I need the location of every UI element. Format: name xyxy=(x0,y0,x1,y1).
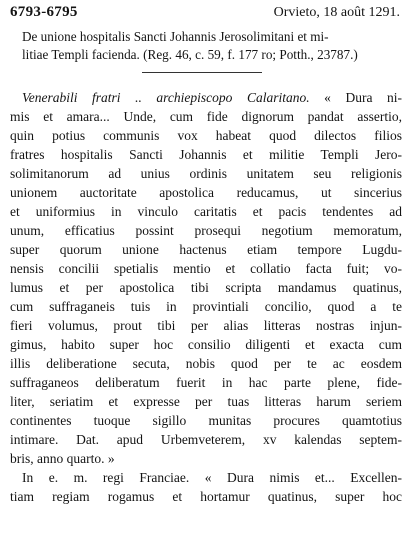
place-date: Orvieto, 18 août 1291. xyxy=(273,5,400,20)
body-line: illis deliberatione secuta, nobis quod per te ac eosdem xyxy=(10,356,402,371)
body-line: continentes tuoque sigillo munitas procures quamtotius xyxy=(10,413,402,428)
document-number: 6793-6795 xyxy=(10,4,78,20)
body-line: cum suffraganeis tuis in provintiali concilio, quod a te xyxy=(10,299,402,314)
body-line: et uniformius in vinculo caritatis et pacis tendentes ad xyxy=(10,204,402,219)
body-line: intimare. Dat. apud Urbemveterem, xv kalendas septem- xyxy=(10,432,402,447)
body-line: liter, seriatim et expresse per tuas litteras harum seriem xyxy=(10,394,402,409)
body-line: solimitanorum ad unius ordinis unitatem seu religionis xyxy=(10,166,402,181)
body-text: « Dura ni- xyxy=(309,90,402,105)
body-line: fratres hospitalis Sancti Johannis et militie Templi Jero- xyxy=(10,147,402,162)
summary-line: De unione hospitalis Sancti Johannis Jerosolimitani et mi- xyxy=(22,29,329,44)
second-para-line: In e. m. regi Franciae. « Dura nimis et... Excellen- xyxy=(22,470,402,485)
body-line: mis et amara... Unde, cum fide dignorum pandat assertio, xyxy=(10,109,402,124)
body-line: unionem auctoritate apostolica reducamus, ut sincerius xyxy=(10,185,402,200)
body-line: unum, efficatius possint prosequi negotium memoratum, xyxy=(10,223,402,238)
document-summary xyxy=(22,28,402,64)
body-line: suffraganeos deliberatum fuerit in hac parte plene, fide- xyxy=(10,375,402,390)
addressee: Venerabili fratri .. archiepiscopo Calaritano. xyxy=(22,90,310,105)
body-line-first xyxy=(10,88,402,107)
second-para-line: tiam regiam rogamus et hortamur quatinus, super hoc xyxy=(10,489,402,504)
body-line: super quorum unione hactenus etiam tempore Lugdu- xyxy=(10,242,402,257)
body-line: lumus et per apostolica tibi scripta mandamus quatinus, xyxy=(10,280,402,295)
body-line: fieri volumus, prout tibi per alias litteras nostras injun- xyxy=(10,318,402,333)
section-divider xyxy=(142,72,262,73)
body-line-last: bris, anno quarto. » xyxy=(10,451,115,466)
summary-line: litiae Templi facienda. (Reg. 46, c. 59, f. 177 ro; Potth., 23787.) xyxy=(22,47,358,62)
body-line: quin potius communis vox habeat quod dilectos filios xyxy=(10,128,402,143)
letter-body xyxy=(10,88,402,506)
body-line: nensis concilii spetialis mentio et collatio facta fuit; vo- xyxy=(10,261,402,276)
body-line: gimus, habito super hoc consilio diligenti et exacta cum xyxy=(10,337,402,352)
page-header xyxy=(0,4,410,24)
